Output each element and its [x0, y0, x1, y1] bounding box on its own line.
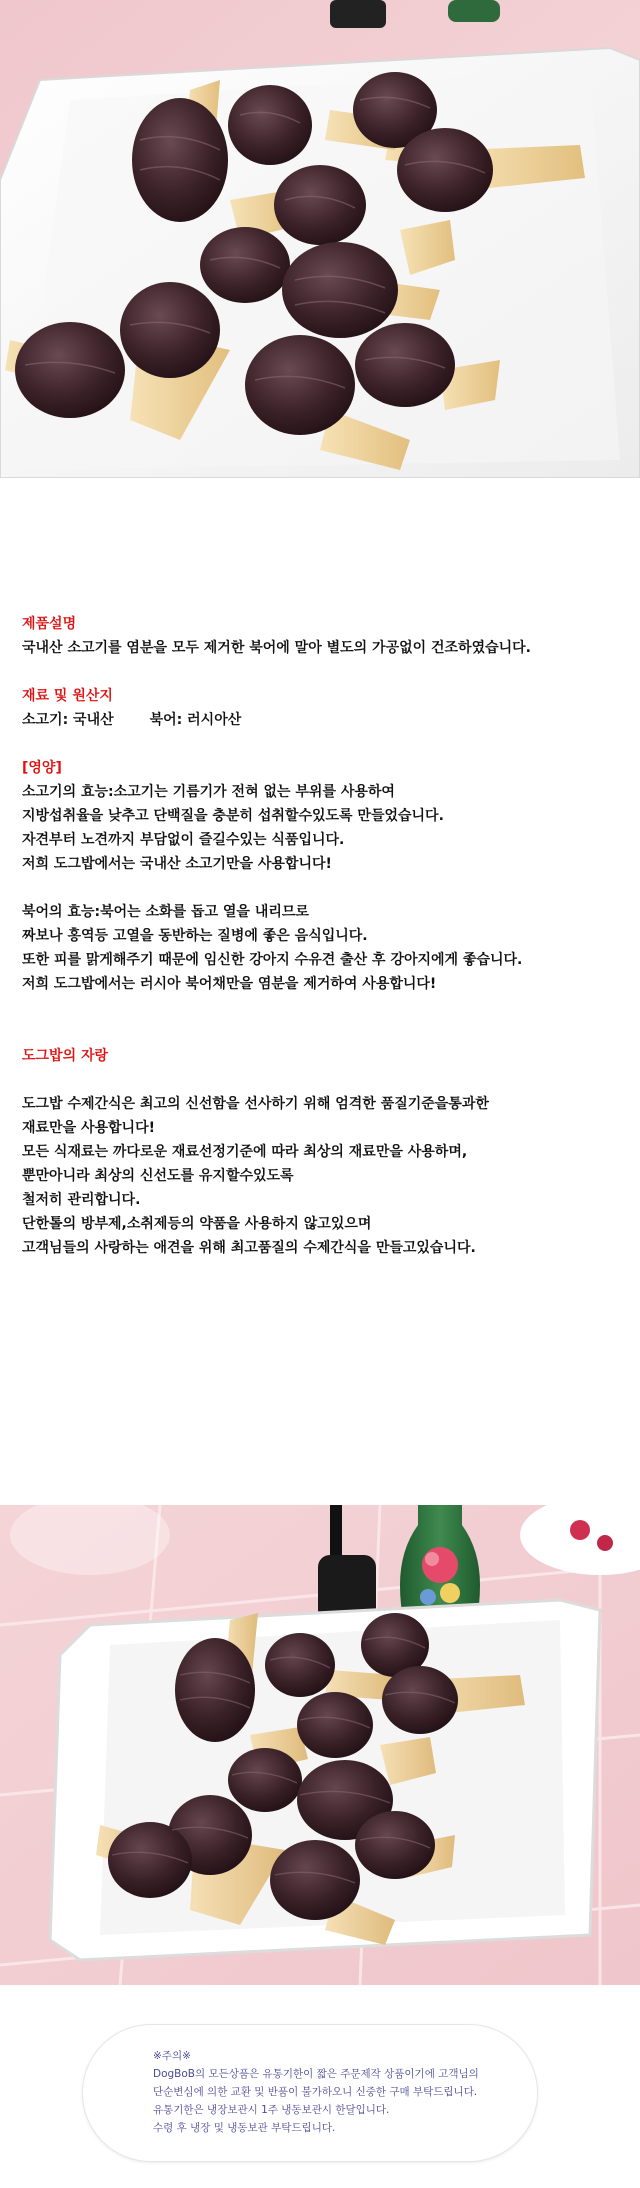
product-desc-section	[22, 612, 622, 660]
nutrition-beef-line: 소고기의 효능:소고기는 기름기가 전혀 없는 부위를 사용하여	[22, 784, 395, 800]
pride-section	[22, 1044, 622, 1260]
notice-text	[153, 2047, 513, 2137]
pride-line: 재료만을 사용합니다!	[22, 1120, 155, 1136]
ingredients-section	[22, 684, 622, 732]
beef-pollock-jerky-plate-photo-icon	[0, 1505, 640, 1985]
product-desc-text: 국내산 소고기를 염분을 모두 제거한 북어에 말아 별도의 가공없이 건조하였습니다.	[22, 640, 531, 656]
notice-line: 단순변심에 의한 교환 및 반품이 불가하오니 신중한 구매 부탁드립니다.	[153, 2086, 478, 2098]
pride-line: 고객님들의 사랑하는 애견을 위해 최고품질의 수제간식을 만들고있습니다.	[22, 1240, 476, 1256]
product-desc-title: 제품설명	[22, 616, 77, 632]
notice-line: 유통기한은 냉장보관시 1주 냉동보관시 한달입니다.	[153, 2104, 390, 2116]
nutrition-beef-line: 자견부터 노견까지 부담없이 즐길수있는 식품입니다.	[22, 832, 345, 848]
product-photo-top	[0, 0, 640, 478]
nutrition-beef-line: 저희 도그밥에서는 국내산 소고기만을 사용합니다!	[22, 856, 332, 872]
nutrition-pollock-line: 북어의 효능:북어는 소화를 돕고 열을 내리므로	[22, 904, 309, 920]
origin-pollock: 북어: 러시아산	[149, 712, 242, 728]
nutrition-pollock-line: 저희 도그밥에서는 러시아 북어채만을 염분을 제거하여 사용합니다!	[22, 976, 437, 992]
nutrition-title: [영양]	[22, 760, 62, 776]
notice-heading: ※주의※	[153, 2050, 191, 2062]
pride-title: 도그밥의 자랑	[22, 1048, 109, 1064]
notice-line: DogBoB의 모든상품은 유통기한이 짧은 주문제작 상품이기에 고객님의	[153, 2068, 479, 2080]
nutrition-beef-line: 지방섭취율을 낮추고 단백질을 충분히 섭취할수있도록 만들었습니다.	[22, 808, 444, 824]
product-photo-bottom	[0, 1505, 640, 1985]
nutrition-pollock-line: 또한 피를 맑게해주기 때문에 임신한 강아지 수유견 출산 후 강아지에게 좋습니다.	[22, 952, 523, 968]
pride-line: 철저히 관리합니다.	[22, 1192, 141, 1208]
pride-line: 모든 식재료는 까다로운 재료선정기준에 따라 최상의 재료만을 사용하며,	[22, 1144, 468, 1160]
origin-row	[22, 708, 622, 732]
pride-line: 도그밥 수제간식은 최고의 신선함을 선사하기 위해 엄격한 품질기준을통과한	[22, 1096, 489, 1112]
nutrition-section	[22, 756, 622, 996]
origin-beef: 소고기: 국내산	[22, 712, 114, 728]
notice-line: 수령 후 냉장 및 냉동보관 부탁드립니다.	[153, 2122, 336, 2134]
pride-line: 뿐만아니라 최상의 신선도를 유지할수있도록	[22, 1168, 294, 1184]
notice-box	[82, 2024, 538, 2162]
nutrition-pollock-line: 짜보나 홍역등 고열을 동반하는 질병에 좋은 음식입니다.	[22, 928, 368, 944]
pride-line: 단한톨의 방부제,소취제등의 약품을 사용하지 않고있으며	[22, 1216, 372, 1232]
beef-pollock-jerky-photo-icon	[0, 0, 640, 478]
ingredients-title: 재료 및 원산지	[22, 688, 113, 704]
product-description-area	[22, 612, 622, 1260]
